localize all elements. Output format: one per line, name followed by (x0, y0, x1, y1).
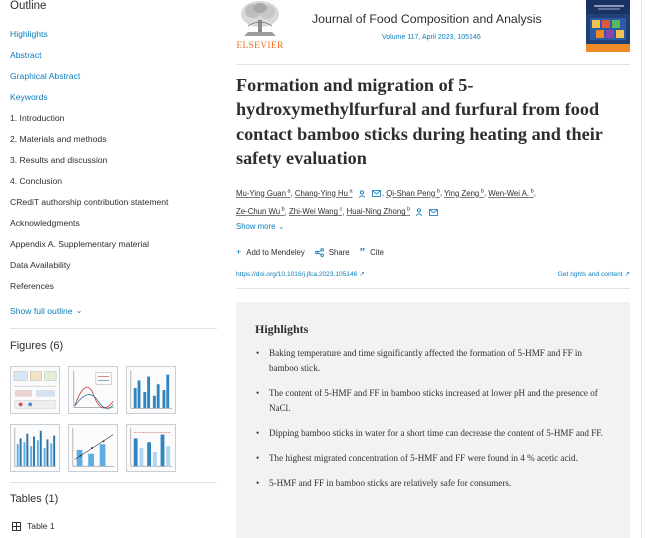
page-edge (641, 0, 642, 538)
author-line: Ze-Chun Wu $^b$, Zhi-Wei Wang $^c$, Huai-Ning Zhong $^b$ (236, 202, 636, 221)
figure-thumbnail[interactable] (68, 424, 118, 472)
author-line: Mu-Ying Guan $^a$, Chang-Ying Hu $^a$ , Qi-Shan Peng $^b$, Ying Zeng $^b$, Wen-Wei A. $^b$, (236, 188, 536, 198)
outline-item[interactable]: Abstract (10, 50, 42, 60)
figure-thumbnail[interactable] (10, 366, 60, 414)
person-icon[interactable] (358, 190, 366, 198)
show-full-outline-link[interactable] (10, 306, 82, 316)
outline-item[interactable]: 2. Materials and methods (10, 134, 107, 144)
rights-link[interactable]: Get rights and content ↗ (557, 271, 630, 278)
author-link[interactable]: Chang-Ying Hu $^a$ (294, 188, 353, 198)
author-link[interactable]: Huai-Ning Zhong $^b$ (346, 206, 411, 217)
outline-item[interactable]: Keywords (10, 92, 48, 102)
bullet-icon: • (256, 428, 260, 438)
doi-link[interactable]: https://doi.org/10.1016/j.jfca.2023.105146 ↗ (236, 271, 365, 278)
outline-item[interactable]: Highlights (10, 29, 48, 39)
table-link[interactable] (12, 521, 55, 531)
highlights-heading: Highlights (255, 322, 309, 336)
chevron-down-icon: ⌄ (75, 306, 83, 315)
outline-item[interactable]: 3. Results and discussion (10, 155, 108, 165)
author-link[interactable]: Ze-Chun Wu $^b$ (236, 206, 285, 217)
show-full-outline-label: Show full outline (10, 306, 73, 316)
show-more-label: Show more (236, 222, 276, 231)
outline-item[interactable]: 1. Introduction (10, 113, 65, 123)
article-title-line: contact bamboo sticks during heating and their (236, 123, 603, 144)
author-link[interactable]: Ying Zeng $^b$ (444, 188, 484, 198)
chevron-down-icon: ⌄ (278, 224, 285, 231)
journal-title-link[interactable]: Journal of Food Composition and Analysis (312, 12, 542, 26)
article-title-line: Formation and migration of 5- (236, 75, 474, 95)
cite-button[interactable] (360, 246, 384, 258)
person-icon[interactable] (415, 208, 423, 216)
article-main (236, 0, 636, 538)
external-link-icon: ↗ (359, 271, 365, 278)
outline-item[interactable]: Data Availability (10, 260, 71, 270)
author-list (236, 183, 636, 220)
outline-item[interactable]: 4. Conclusion (10, 176, 63, 186)
outline-item[interactable]: CRediT authorship contribution statement (10, 197, 169, 207)
quote-icon: ” (359, 246, 366, 258)
figures-heading: Figures (6) (10, 340, 64, 352)
highlight-item: • Dipping bamboo sticks in water for a short time can decrease the content of 5-HMF and FF. (254, 426, 610, 441)
cite-label: Cite (370, 247, 384, 257)
header-divider (236, 64, 630, 65)
figure-thumbnail[interactable] (10, 424, 60, 472)
article-title-line: safety evaluation (236, 148, 367, 169)
author-link[interactable]: Wen-Wei A. $^b$ (488, 188, 534, 198)
highlight-item: • The content of 5-HMF and FF in bamboo sticks increased at lower pH and the presence of NaCl. (256, 388, 598, 413)
elsevier-logo[interactable] (236, 0, 284, 54)
plus-icon: + (236, 247, 242, 257)
author-link[interactable]: Qi-Shan Peng $^b$ (386, 188, 440, 198)
outline-item[interactable]: Acknowledgments (10, 218, 80, 228)
figure-thumbnail[interactable] (126, 366, 176, 414)
bullet-icon: • (256, 453, 260, 463)
doi-divider (236, 288, 630, 289)
bullet-icon: • (256, 388, 260, 398)
elsevier-tree-icon (238, 0, 282, 40)
share-button[interactable] (315, 248, 350, 257)
journal-volume-link[interactable]: Volume 117, April 2023, 105146 (382, 34, 481, 41)
sidebar-divider (10, 482, 217, 483)
article-sidebar (0, 0, 220, 538)
table-icon (12, 522, 21, 531)
table-link-label: Table 1 (27, 521, 55, 531)
outline-list (10, 28, 168, 301)
outline-item[interactable]: Appendix A. Supplementary material (10, 239, 150, 249)
article-actions (236, 246, 394, 258)
outline-item[interactable]: Graphical Abstract (10, 71, 81, 81)
highlight-item: • 5-HMF and FF in bamboo sticks are relatively safe for consumers. (254, 476, 610, 491)
add-to-mendeley-button[interactable] (236, 247, 305, 257)
mail-icon[interactable] (429, 209, 438, 216)
share-icon (315, 248, 324, 257)
share-label: Share (328, 247, 350, 257)
article-title-line: hydroxymethylfurfural and furfural from food (236, 99, 600, 120)
journal-cover-image[interactable] (586, 0, 630, 52)
figure-thumbnail[interactable] (126, 424, 176, 472)
mail-icon[interactable] (372, 190, 381, 197)
highlight-item: • The highest migrated concentration of 5-HMF and FF were found in 4 % acetic acid. (254, 451, 610, 466)
external-link-icon: ↗ (624, 271, 630, 278)
figure-thumbnails (10, 366, 178, 476)
highlights-list (254, 346, 610, 501)
elsevier-wordmark: ELSEVIER (236, 41, 284, 51)
bullet-icon: • (256, 348, 260, 358)
author-link[interactable]: Zhi-Wei Wang $^c$ (289, 206, 343, 217)
highlight-item: • Baking temperature and time significantly affected the formation of 5-HMF and FF in bamboo stick. (256, 348, 582, 373)
article-title (236, 73, 636, 171)
highlights-box (236, 302, 630, 538)
show-more-button[interactable] (236, 222, 284, 231)
doi-row (236, 270, 630, 278)
figure-thumbnail[interactable] (68, 366, 118, 414)
add-to-mendeley-label: Add to Mendeley (246, 247, 305, 257)
outline-item[interactable]: References (10, 281, 54, 291)
bullet-icon: • (256, 478, 260, 488)
sidebar-divider (10, 328, 217, 329)
outline-heading: Outline (10, 0, 47, 12)
author-link[interactable]: Mu-Ying Guan $^a$ (236, 188, 291, 198)
tables-heading: Tables (1) (10, 493, 59, 505)
